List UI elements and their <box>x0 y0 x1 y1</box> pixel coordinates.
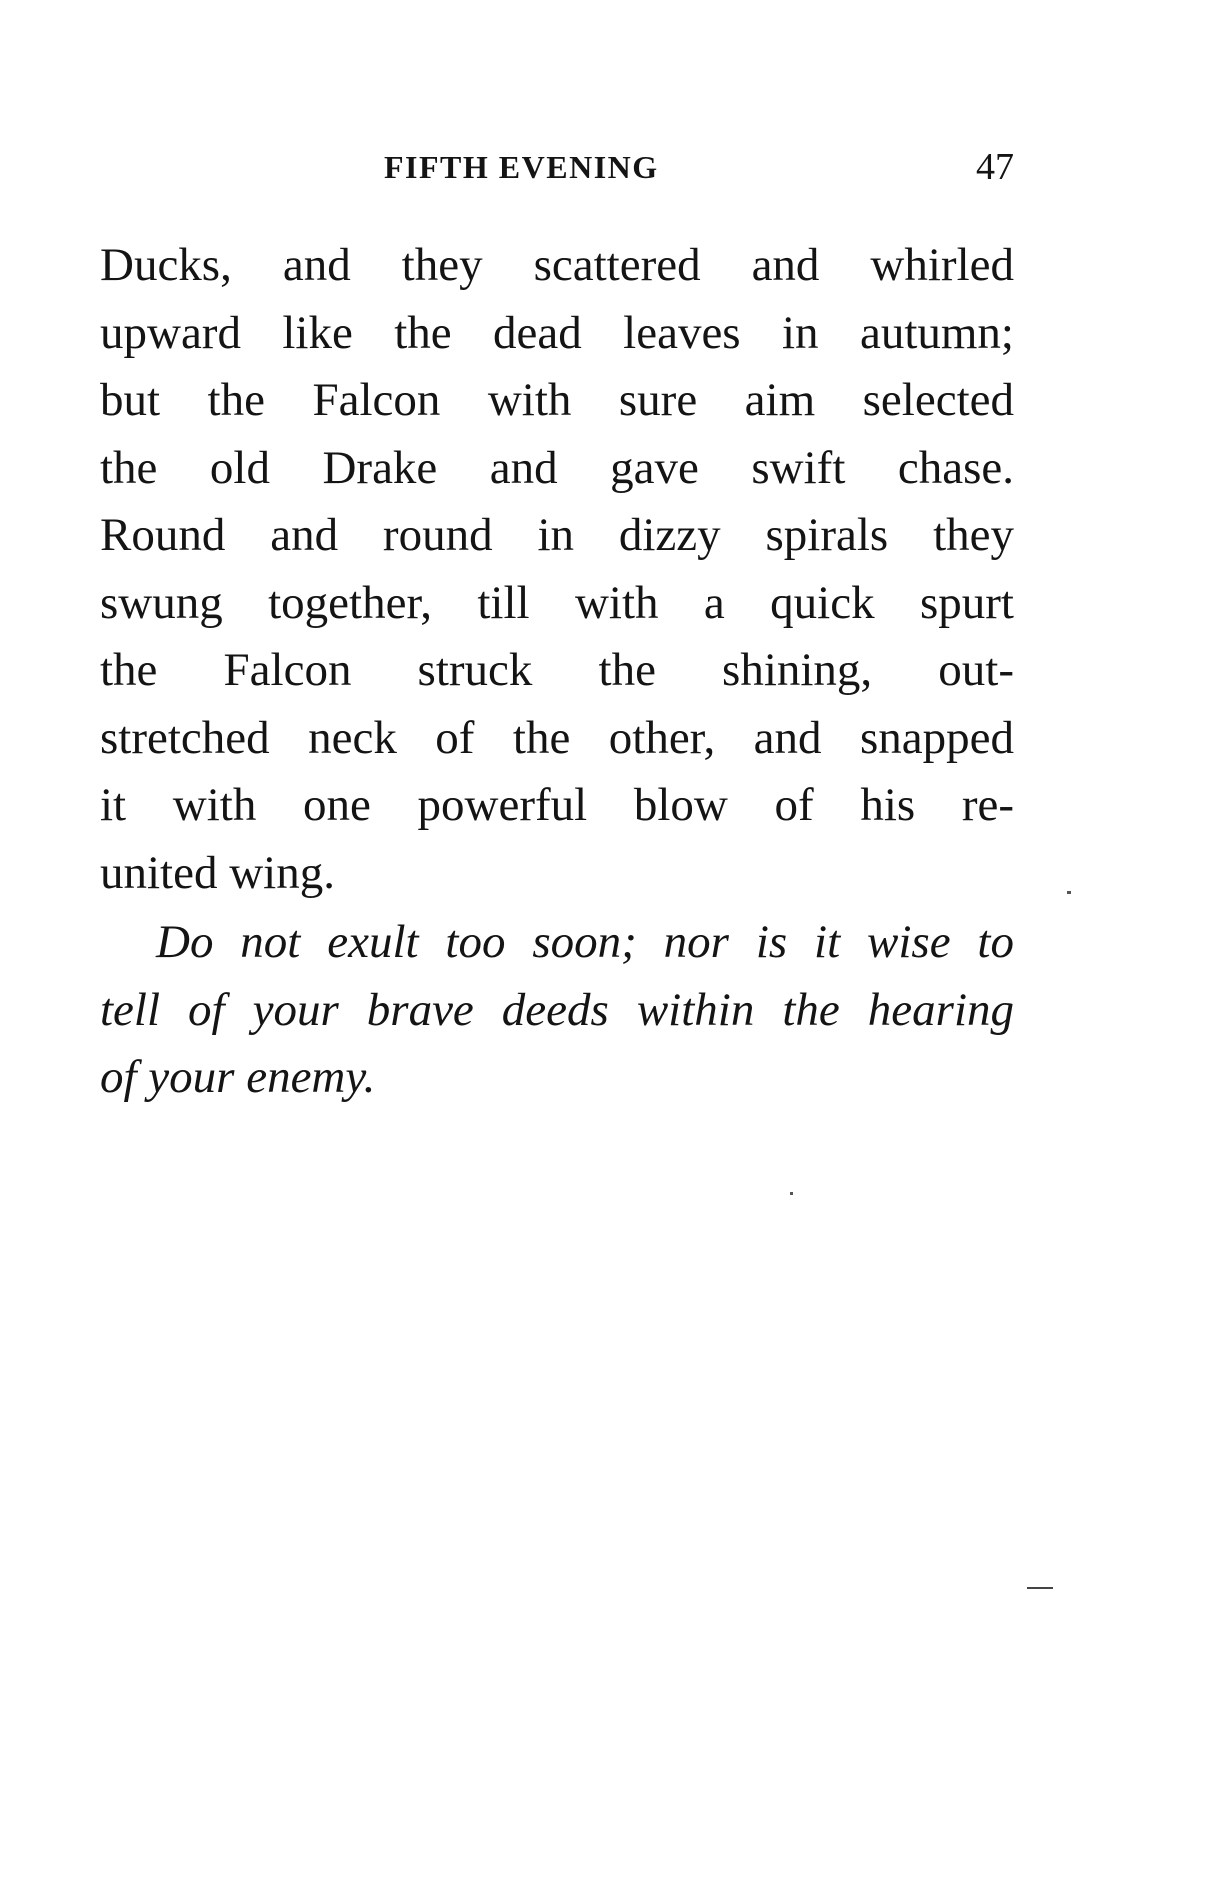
scan-mark <box>1027 1587 1053 1589</box>
page-number: 47 <box>976 146 1014 188</box>
text-line: Ducks, and they scattered and whirled <box>100 239 1014 291</box>
text-line: the old Drake and gave swift chase. <box>100 441 1014 494</box>
moral-line: Do not exult too soon; nor is it wise to <box>156 916 1014 968</box>
text-line: it with one powerful blow of his re- <box>100 779 1014 831</box>
page-body <box>100 232 1014 1112</box>
moral-line: tell of your brave deeds within the hearing <box>100 983 1014 1036</box>
running-head <box>100 142 1014 202</box>
text-line: but the Falcon with sure aim selected <box>100 374 1014 426</box>
text-line: united wing. <box>100 846 335 899</box>
text-line: upward like the dead leaves in autumn; <box>100 306 1014 359</box>
text-line: Round and round in dizzy spirals they <box>100 509 1014 561</box>
moral-line: of your enemy. <box>100 1051 376 1103</box>
scan-speck <box>1067 891 1071 894</box>
text-line: stretched neck of the other, and snapped <box>100 711 1014 764</box>
moral-paragraph <box>100 909 1014 1112</box>
story-paragraph <box>100 232 1014 907</box>
running-title: FIFTH EVENING <box>384 149 659 185</box>
text-line: swung together, till with a quick spurt <box>100 576 1014 629</box>
text-line: the Falcon struck the shining, out- <box>100 644 1014 696</box>
scan-speck <box>790 1192 793 1195</box>
